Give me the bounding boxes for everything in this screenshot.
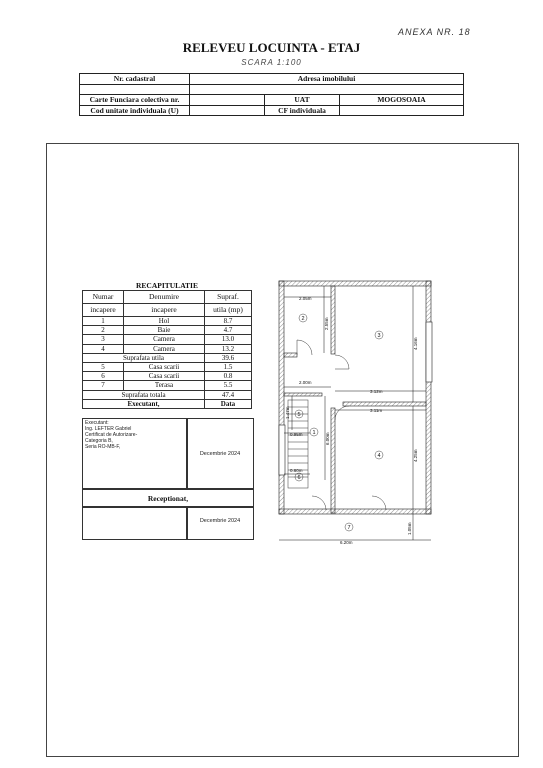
room-area: 13.0 — [205, 335, 252, 344]
room-marker-3: 3 — [377, 333, 381, 339]
executant-line: Categoria B, — [85, 438, 113, 444]
recap-title: RECAPITULATIE — [136, 281, 198, 290]
room-name: Hol — [124, 317, 205, 326]
executant-line: Seria RO-MB-F, — [85, 444, 121, 450]
executant-line: Executant: — [85, 420, 109, 426]
annex-number: ANEXA NR. 18 — [398, 27, 471, 37]
scale-label: SCARA 1:100 — [241, 58, 302, 67]
room-marker-5: 5 — [297, 412, 301, 418]
cod-unitate-label: Cod unitate individuala (U) — [80, 105, 190, 116]
room-nr: 3 — [83, 335, 124, 344]
sum-label: Suprafata utila — [83, 353, 205, 362]
receptionat-label: Receptionat, — [147, 494, 189, 503]
sum-value: 47.4 — [205, 390, 252, 399]
executant-label: Executant, — [83, 399, 205, 408]
executant-line: Ing. LEFTER Gabriel — [85, 426, 132, 432]
executant-date: Decembrie 2024 — [199, 451, 241, 457]
dim-label: 2.00m — [299, 380, 312, 385]
room-name: Terasa — [124, 381, 205, 390]
room-nr: 1 — [83, 317, 124, 326]
dim-label: 2.55m — [324, 317, 329, 330]
room-nr: 5 — [83, 363, 124, 372]
dim-label: 6.00m — [325, 432, 330, 445]
dim-label: 0.95m — [290, 432, 303, 437]
col-header: utila (mp) — [205, 304, 252, 317]
dim-label: 0.60m — [290, 468, 303, 473]
room-area: 1.5 — [205, 363, 252, 372]
room-area: 13.2 — [205, 344, 252, 353]
uat-label: UAT — [265, 95, 340, 106]
sum-value: 39.6 — [205, 353, 252, 362]
dim-label: 3.12m — [370, 389, 383, 394]
col-header: Supraf. — [205, 291, 252, 304]
executant-line: Certificat de Autorizare- — [85, 432, 138, 438]
room-area: 4.7 — [205, 326, 252, 335]
room-marker-4: 4 — [377, 453, 381, 459]
dim-label: 2.05m — [299, 296, 312, 301]
dimension-lines — [279, 286, 431, 540]
room-name: Casa scarii — [124, 372, 205, 381]
dim-label: 1.05m — [407, 522, 412, 535]
col-header: incapere — [124, 304, 205, 317]
room-marker-6: 6 — [297, 475, 301, 481]
address-label: Adresa imobilului — [190, 74, 464, 85]
room-area: 5.5 — [205, 381, 252, 390]
uat-value: MOGOSOAIA — [340, 95, 464, 106]
room-name: Baie — [124, 326, 205, 335]
room-name: Camera — [124, 335, 205, 344]
col-header: Denumire — [124, 291, 205, 304]
room-nr: 2 — [83, 326, 124, 335]
dim-label: 1.47m — [285, 406, 290, 419]
doors — [297, 340, 386, 510]
col-header: incapere — [83, 304, 124, 317]
room-nr: 7 — [83, 381, 124, 390]
room-marker-2: 2 — [301, 316, 305, 322]
room-nr: 4 — [83, 344, 124, 353]
dim-label: 3.11m — [370, 408, 383, 413]
nr-cadastral-label: Nr. cadastral — [80, 74, 190, 85]
dim-label: 4.25m — [413, 449, 418, 462]
room-name: Casa scarii — [124, 363, 205, 372]
data-label: Data — [205, 399, 252, 408]
room-marker-7: 7 — [347, 525, 351, 531]
dim-label: 6.20m — [340, 540, 353, 545]
carte-funciara-label: Carte Funciara colectiva nr. — [80, 95, 190, 106]
room-nr: 6 — [83, 372, 124, 381]
room-area: 0.8 — [205, 372, 252, 381]
dim-label: 4.16m — [413, 337, 418, 350]
col-header: Numar — [83, 291, 124, 304]
room-area: 8.7 — [205, 317, 252, 326]
cf-individuala-label: CF individuala — [265, 105, 340, 116]
room-marker-1: 1 — [312, 430, 316, 436]
page-title: RELEVEU LOCUINTA - ETAJ — [182, 40, 361, 55]
sum-label: Suprafata totala — [83, 390, 205, 399]
room-name: Camera — [124, 344, 205, 353]
receptionat-date: Decembrie 2024 — [199, 518, 241, 524]
